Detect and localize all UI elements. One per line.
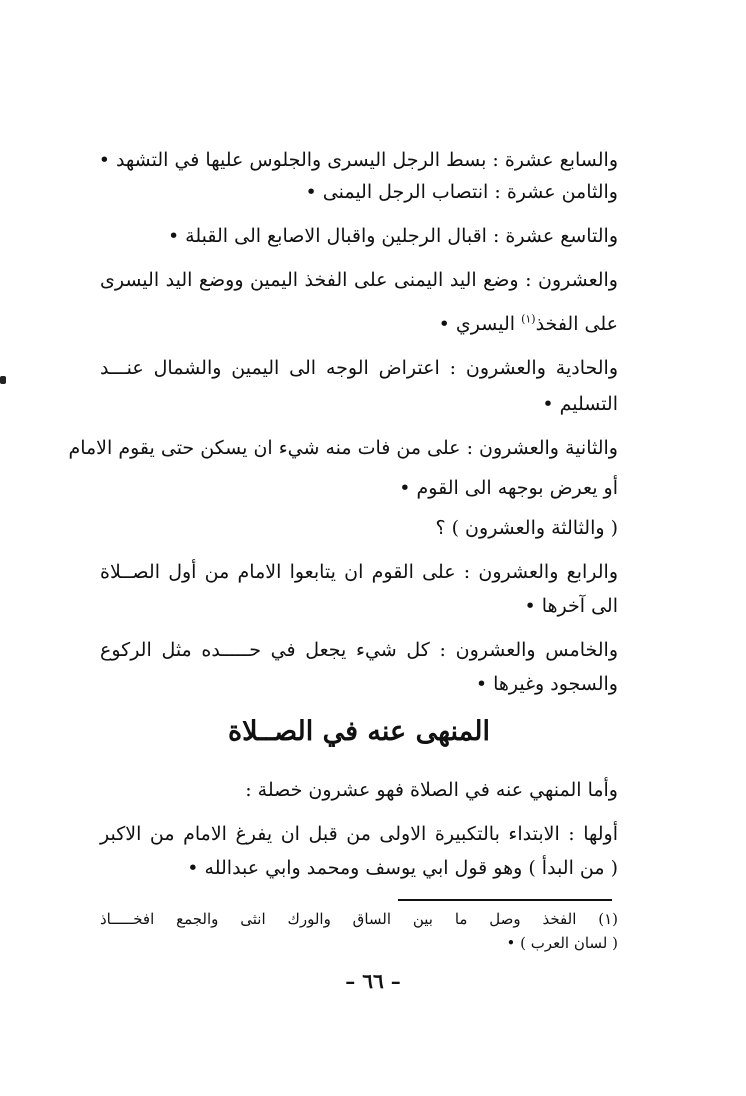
text-line: والحادية والعشرون : اعتراض الوجه الى اليمين والشمال عنـــد [100,357,618,379]
text-line: ( والثالثة والعشرون ) ؟ [435,517,618,539]
text-line: والتاسع عشرة : اقبال الرجلين واقبال الاصابع الى القبلة • [167,225,618,247]
text-line: وأما المنهي عنه في الصلاة فهو عشرون خصلة : [245,779,618,801]
footnote-reference: (١) [521,312,536,326]
text-line [100,310,618,338]
text-fragment: على الفخذ [535,313,618,335]
text-line: ( من البدأ ) وهو قول ابي يوسف ومحمد وابي عبدالله • [187,857,618,879]
footnote-line: ( لسان العرب ) • [506,934,618,952]
section-heading: المنهى عنه في الصــلاة [228,716,490,747]
text-line: والخامس والعشرون : كل شيء يجعل في حـــــده مثل الركوع [100,639,618,661]
text-line: والرابع والعشرون : على القوم ان يتابعوا الامام من أول الصــلاة [100,561,618,583]
page-number: – ٦٦ – [345,969,401,993]
text-line: أو يعرض بوجهه الى القوم • [399,477,618,499]
text-line: والثامن عشرة : انتصاب الرجل اليمنى • [305,181,618,203]
text-line: أولها : الابتداء بالتكبيرة الاولى من قبل ان يفرغ الامام من الاكبر [100,823,618,845]
text-line: الى آخرها • [524,595,618,617]
footnote-line: (١) الفخذ وصل ما بين الساق والورك انثى والجمع افخـــــاذ [100,910,618,928]
footnote-divider [398,899,612,901]
text-line: والثانية والعشرون : على من فات منه شيء ان يسكن حتى يقوم الامام [68,437,618,459]
text-line: والعشرون : وضع اليد اليمنى على الفخذ اليمين ووضع اليد اليسرى [100,269,618,291]
scan-mark [0,376,6,384]
text-line: التسليم • [542,393,618,415]
text-line: والسجود وغيرها • [475,673,618,695]
text-fragment: اليسري • [438,313,522,335]
text-line: والسابع عشرة : بسط الرجل اليسرى والجلوس عليها في التشهد • [98,149,618,171]
